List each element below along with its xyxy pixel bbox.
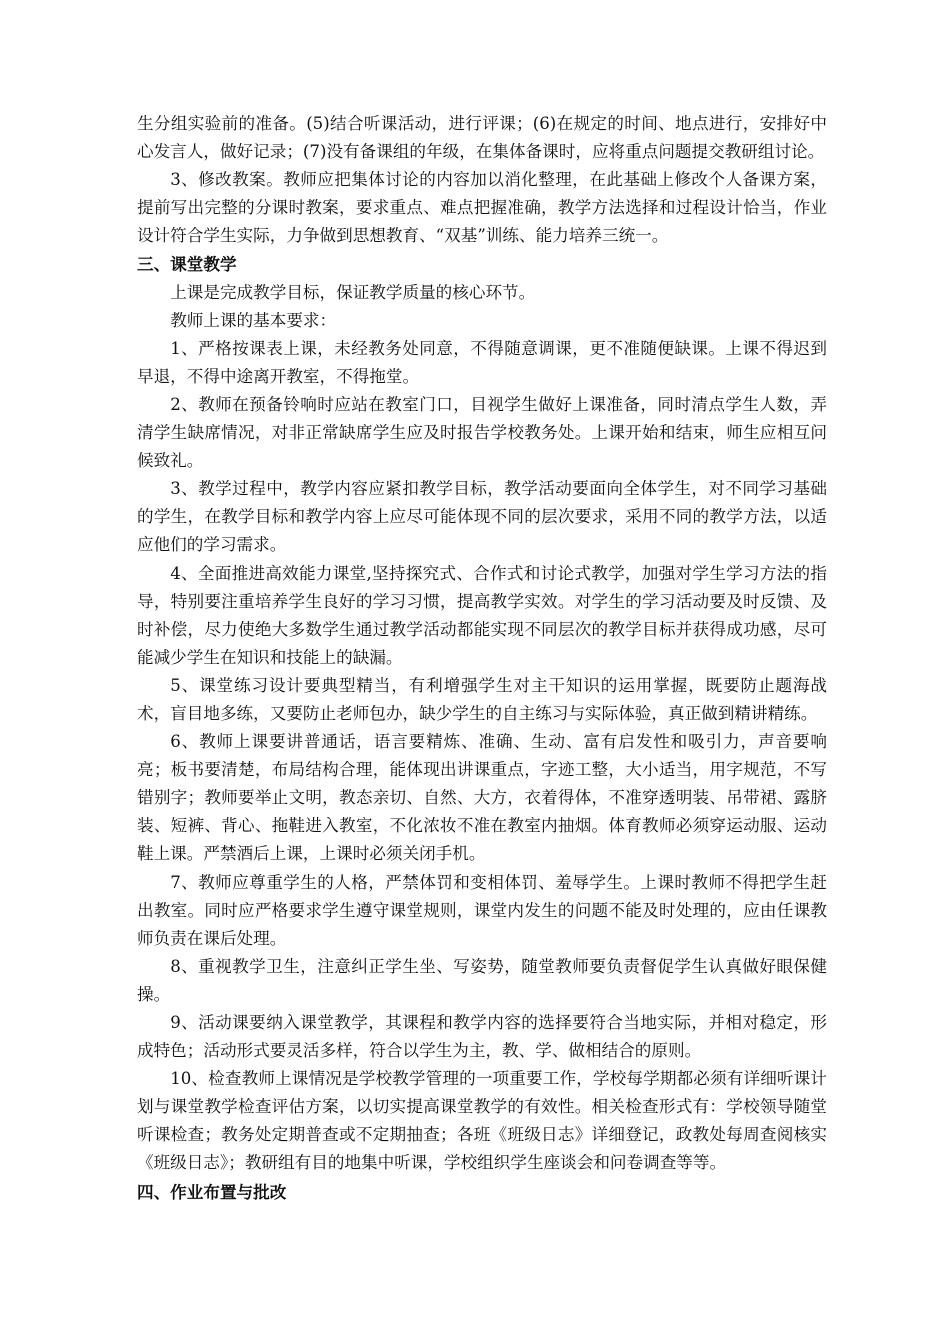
- paragraph-item-6: 6、教师上课要讲普通话，语言要精炼、准确、生动、富有启发性和吸引力，声音要响亮；板书要清楚，布局结构合理，能体现出讲课重点，字迹工整，大小适当，用字规范，不写错别字；教师要举止文明，教态亲切、自然、大方，衣着得体，不准穿透明装、吊带裙、露脐装、短裤、背心、拖鞋进入教室，不化浓妆不准在教室内抽烟。体育教师必须穿运动服、运动鞋上课。严禁酒后上课，上课时必须关闭手机。: [137, 732, 827, 864]
- paragraph-item-3: 3、教学过程中，教学内容应紧扣教学目标，教学活动要面向全体学生，对不同学习基础的学生，在教学目标和教学内容上应尽可能体现不同的层次要求，采用不同的教学方法，以适应他们的学习需求。: [137, 479, 827, 555]
- paragraph-continued: 生分组实验前的准备。(5)结合听课活动，进行评课；(6)在规定的时间、地点进行，安排好中心发言人，做好记录；(7)没有备课组的年级，在集体备课时，应将重点问题提交教研组讨论。: [137, 114, 827, 162]
- paragraph-item-1: 1、严格按课表上课，未经教务处同意，不得随意调课，更不准随便缺课。上课不得迟到早退，不得中途离开教室，不得拖堂。: [137, 338, 827, 386]
- paragraph-item-9: 9、活动课要纳入课堂教学，其课程和教学内容的选择要符合当地实际，并相对稳定，形成特色；活动形式要灵活多样，符合以学生为主，教、学、做相结合的原则。: [137, 1013, 827, 1061]
- paragraph-revise-lesson-plan: 3、修改教案。教师应把集体讨论的内容加以消化整理，在此基础上修改个人备课方案，提前写出完整的分课时教案，要求重点、难点把握准确，教学方法选择和过程设计恰当，作业设计符合学生实际，力争做到思想教育、“双基”训练、能力培养三统一。: [137, 170, 827, 246]
- paragraph-item-8: 8、重视教学卫生，注意纠正学生坐、写姿势，随堂教师要负责督促学生认真做好眼保健操。: [137, 956, 827, 1004]
- section-heading-homework: 四、作业布置与批改: [137, 1181, 287, 1202]
- paragraph-item-2: 2、教师在预备铃响时应站在教室门口，目视学生做好上课准备，同时清点学生人数，弄清学生缺席情况，对非正常缺席学生应及时报告学校教务处。上课开始和结束，师生应相互问候致礼。: [137, 394, 827, 471]
- paragraph-item-10: 10、检查教师上课情况是学校教学管理的一项重要工作，学校每学期都必须有详细听课计划与课堂教学检查评估方案，以切实提高课堂教学的有效性。相关检查形式有：学校领导随堂听课检查；教务处定期普查或不定期抽查；各班《班级日志》详细登记，政教处每周查阅核实《班级日志》；教研组有目的地集中听课，学校组织学生座谈会和问卷调查等等。: [137, 1069, 827, 1173]
- paragraph-item-7: 7、教师应尊重学生的人格，严禁体罚和变相体罚、羞辱学生。上课时教师不得把学生赶出教室。同时应严格要求学生遵守课堂规则，课堂内发生的问题不能及时处理的，应由任课教师负责在课后处理。: [137, 872, 827, 948]
- paragraph-item-5: 5、课堂练习设计要典型精当，有利增强学生对主干知识的运用掌握，既要防止题海战术，盲目地多练，又要防止老师包办，缺少学生的自主练习与实际体验，真正做到精讲精练。: [137, 675, 827, 723]
- paragraph-basic-requirements: 教师上课的基本要求：: [170, 310, 337, 330]
- paragraph-intro: 上课是完成教学目标，保证教学质量的核心环节。: [170, 282, 536, 302]
- document-body: [137, 110, 827, 1206]
- paragraph-item-4: 4、全面推进高效能力课堂,坚持探究式、合作式和讨论式教学，加强对学生学习方法的指导，特别要注重培养学生良好的学习习惯，提高教学实效。对学生的学习活动要及时反馈、及时补偿，尽力使绝大多数学生通过教学活动都能实现不同层次的教学目标并获得成功感，尽可能减少学生在知识和技能上的缺漏。: [137, 563, 827, 667]
- section-heading-classroom-teaching: 三、课堂教学: [137, 254, 237, 275]
